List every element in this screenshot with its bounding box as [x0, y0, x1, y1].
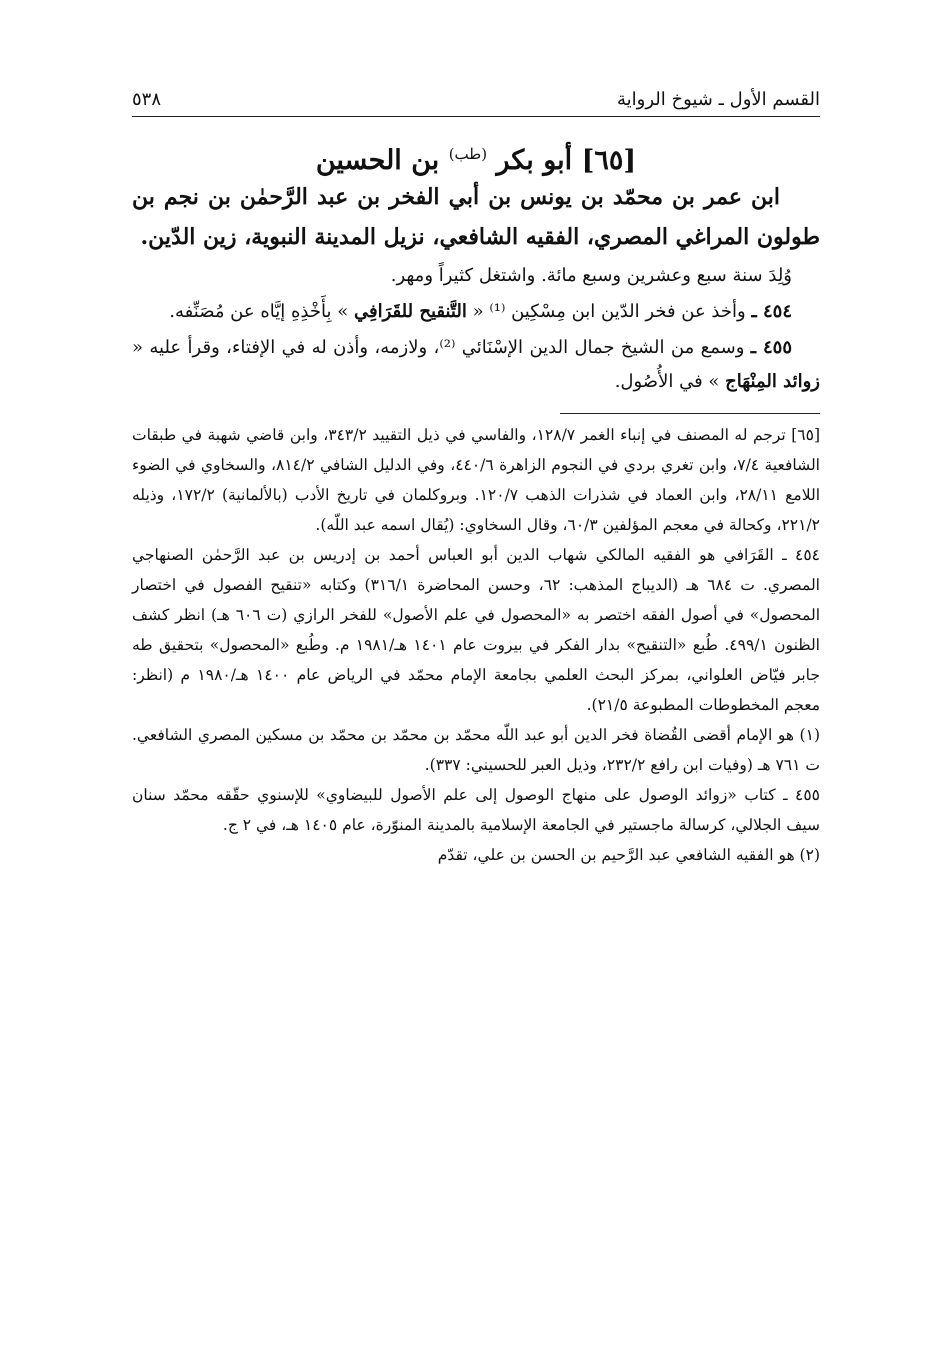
paragraph-text: وأخذ عن فخر الدّين ابن مِسْكِين ⁽¹⁾ « [472, 301, 746, 322]
book-title: زوائد المِنْهَاج [725, 371, 820, 392]
footnote-454: ٤٥٤ ـ القَرَافي هو الفقيه المالكي شهاب الدين أبو العباس أحمد بن إدريس بن عبد الرَّحمٰن الصنهاجي المصري. ت ٦٨٤ هـ (الديباج المذهب: ٦٢، وحسن المحاضرة ٣١٦/١) وكتابه «تنقيح الفصول في اختصار المحصول» في أصول الفقه اختصر به «المحصول في علم الأصول» للفخر الرازي (ت ٦٠٦ هـ) انظر كشف الظنون ٤٩٩/١. طُبع «التنقيح» بدار الفكر في بيروت عام ١٤٠١ هـ/١٩٨١ م. وطُبع «المحصول» بتحقيق طه جابر فيّاض العلواني، بمركز البحث العلمي بجامعة الإمام محمّد في الرياض عام ١٤٠٠ هـ/١٩٨٠ م (انظر: معجم المخطوطات المطبوعة ٢١/٥). [132, 546, 820, 714]
paragraph-text: » بِأَخْذِهِ إيَّاه عن مُصَنِّفه. [169, 301, 349, 322]
footnote-1: (١) هو الإمام أقضى القُضاة فخر الدين أبو عبد اللّه محمّد بن محمّد بن محمّد بن مسكين المصري الشافعي. ت ٧٦١ هـ (وفيات ابن رافع ٢٣٢/٢، وذيل العبر للحسيني: ٣٣٧). [132, 726, 820, 774]
paragraph-text: وسمع من الشيخ جمال الدين الإسْنَائي ⁽²⁾، ولازمه، وأذن له في الإفتاء، وقرأ عليه « [132, 337, 745, 358]
footnote-65: [٦٥] ترجم له المصنف في إنباء الغمر ١٢٨/٧، والفاسي في ذيل التقييد ٣٤٣/٢، وابن قاضي شهبة في طبقات الشافعية ٧/٤، وابن تغري بردي في النجوم الزاهرة ٤٤٠/٦، وفي الدليل الشافي ٨١٤/٢، والسخاوي في الضوء اللامع ٢٨/١١، وابن العماد في شذرات الذهب ١٢٠/٧. وبروكلمان في تاريخ الأدب (بالألمانية) ١٧٢/٢، وذيله ٢٢١/٢، وكحالة في معجم المؤلفين ٦٠/٣، وقال السخاوي: (يُقال اسمه عبد اللّه). [132, 426, 821, 534]
footnote-separator [560, 413, 820, 414]
entry-sigla: (طب) [448, 145, 488, 163]
paragraph-454 [132, 295, 820, 329]
paragraph-number: ٤٥٥ ـ [750, 337, 792, 358]
entry-name-a: أبو بكر [496, 145, 573, 176]
paragraph-number: ٤٥٤ ـ [751, 301, 792, 322]
page-number: ٥٣٨ [132, 89, 162, 110]
book-title: التَّنقيح للقَرَافِي [353, 301, 467, 322]
running-title: القسم الأول ـ شيوخ الرواية [616, 89, 820, 110]
paragraph-text: » في الأُصُول. [614, 371, 720, 392]
entry-intro: ابن عمر بن محمّد بن يونس بن أبي الفخر بن عبد الرَّحمٰن بن نجم بن طولون المراغي المصري، الفقيه الشافعي، نزيل المدينة النبوية، زين الدّين. [132, 184, 820, 250]
page-header [132, 80, 820, 117]
footnote-2: (٢) هو الفقيه الشافعي عبد الرَّحيم بن الحسن بن علي، تقدّم [437, 846, 820, 864]
entry-name-b: بن الحسين [315, 145, 440, 176]
entry-title [132, 133, 820, 175]
page [132, 80, 820, 870]
paragraph-455 [132, 331, 820, 399]
entry-number: [٦٥] [581, 145, 637, 176]
footnote-455: ٤٥٥ ـ كتاب «زوائد الوصول على منهاج الوصول إلى علم الأصول للبيضاوي» للإسنوي حقّقه محمّد سنان سيف الجلالي، كرسالة ماجستير في الجامعة الإسلامية بالمدينة المنوّرة، عام ١٤٠٥ هـ، في ٢ ج. [132, 786, 821, 834]
paragraph-birth: وُلِدَ سنة سبع وعشرين وسبع مائة. واشتغل كثيراً ومهر. [390, 265, 792, 286]
